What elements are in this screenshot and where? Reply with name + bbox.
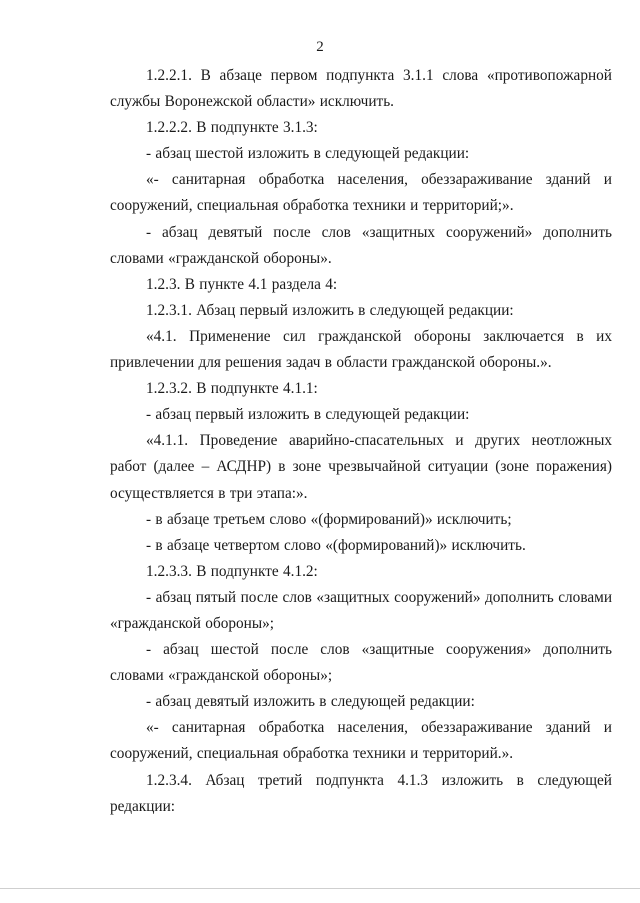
paragraph-quote-sanitary-2: «- санитарная обработка населения, обеззараживание зданий и сооружений, специальная обработка техники и территорий.».: [110, 719, 612, 763]
paragraph-abzac-devyatyy: - абзац девятый после слов «защитных сооружений» дополнить словами «гражданской обороны».: [110, 223, 612, 267]
paragraph-1-2-2-1: 1.2.2.1. В абзаце первом подпункта 3.1.1 слова «противопожарной службы Воронежской области» исключить.: [110, 67, 612, 111]
paragraph-1-2-3-2: 1.2.3.2. В подпункте 4.1.1:: [146, 380, 318, 398]
paragraph-abzac-pyatyy: - абзац пятый после слов «защитных сооружений» дополнить словами «гражданской обороны»;: [110, 588, 612, 632]
paragraph-1-2-3-4: 1.2.3.4. Абзац третий подпункта 4.1.3 изложить в следующей редакции:: [110, 771, 612, 815]
paragraph-abzac-devyatyy-2: - абзац девятый изложить в следующей редакции:: [146, 693, 475, 711]
page-number: 2: [316, 39, 324, 55]
paragraph-1-2-3-3: 1.2.3.3. В подпункте 4.1.2:: [146, 562, 318, 580]
paragraph-1-2-3-1: 1.2.3.1. Абзац первый изложить в следующей редакции:: [146, 301, 514, 319]
paragraph-abzac-tretiy: - в абзаце третьем слово «(формирований)» исключить;: [146, 510, 512, 528]
paragraph-quote-4-1: «4.1. Применение сил гражданской обороны заключается в их привлечении для решения задач в области гражданской обороны.».: [110, 327, 612, 372]
paragraph-1-2-2-2: 1.2.2.2. В подпункте 3.1.3:: [146, 119, 318, 137]
paragraph-abzac-shestoy-2: - абзац шестой после слов «защитные сооружения» дополнить словами «гражданской обороны»;: [110, 641, 612, 685]
paragraph-abzac-chetvertyy: - в абзаце четвертом слово «(формирований)» исключить.: [146, 536, 526, 554]
paragraph-quote-sanitary-1: «- санитарная обработка населения, обеззараживание зданий и сооружений, специальная обработка техники и территорий;».: [110, 171, 612, 215]
paragraph-1-2-3: 1.2.3. В пункте 4.1 раздела 4:: [146, 275, 338, 293]
paragraph-abzac-shestoy: - абзац шестой изложить в следующей редакции:: [146, 145, 470, 163]
paragraph-abzac-pervyy: - абзац первый изложить в следующей редакции:: [146, 406, 470, 424]
page-bottom-edge: [0, 888, 640, 889]
document-body: [110, 63, 612, 820]
paragraph-quote-4-1-1: «4.1.1. Проведение аварийно-спасательных и других неотложных работ (далее – АСДНР) в зоне чрезвычайной ситуации (зоне поражения) осуществляется в три этапа:».: [110, 432, 612, 502]
